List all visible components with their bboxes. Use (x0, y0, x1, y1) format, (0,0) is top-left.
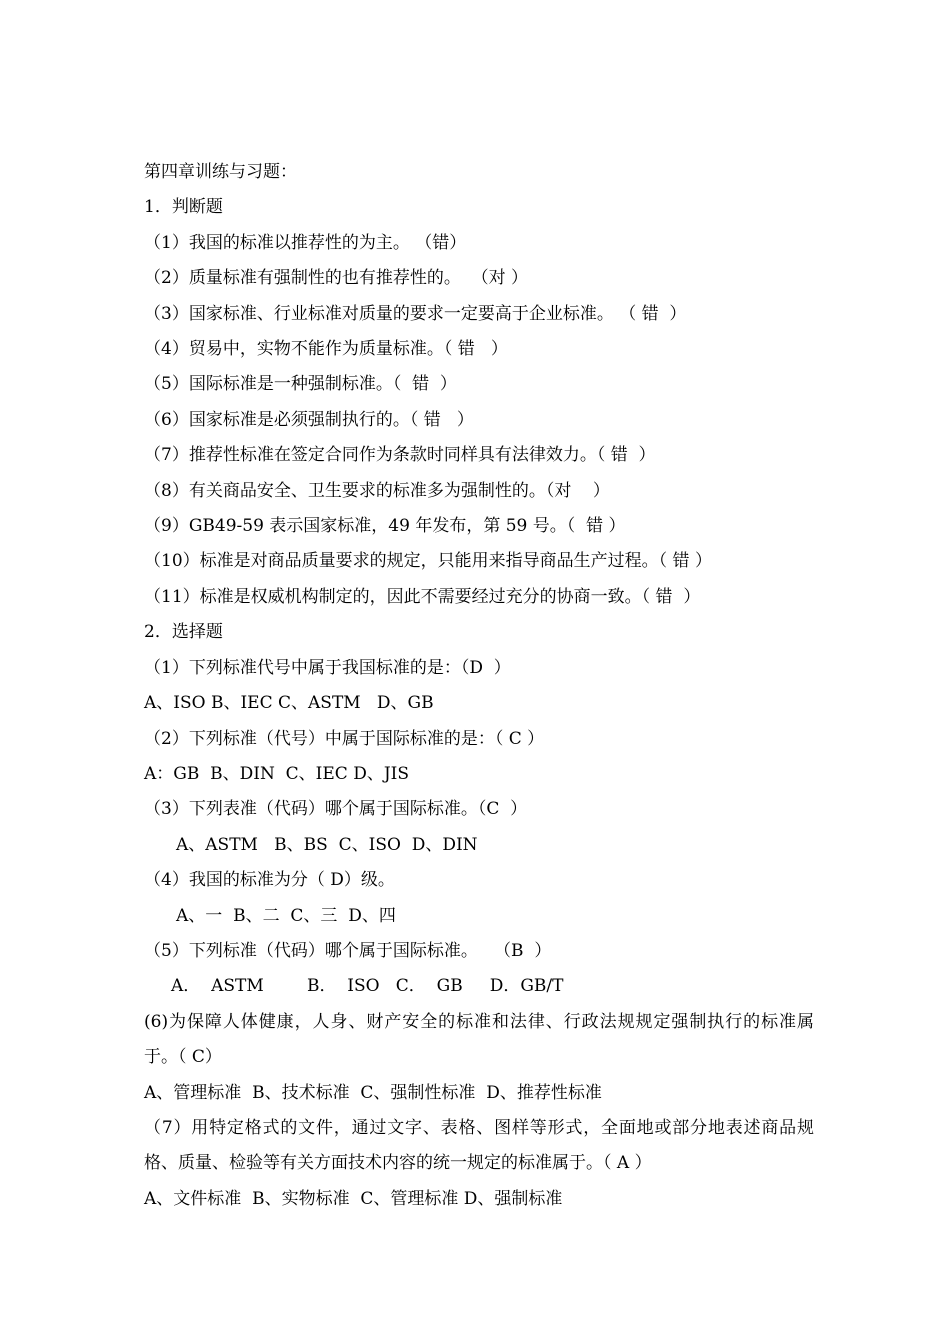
true-false-item: （8）有关商品安全、卫生要求的标准多为强制性的。（对 ） (144, 480, 610, 501)
question-7: （7）用特定格式的文件，通过文字、表格、图样等形式，全面地或部分地表述商品规格、质量、检验等有关方面技术内容的统一规定的标准属于。（ A ） (144, 1117, 814, 1174)
section-heading-true-false: 1．判断题 (144, 197, 223, 218)
question-3-options: A、ASTM B、BS C、ISO D、DIN (176, 834, 478, 855)
question-5: （5）下列标准（代码）哪个属于国际标准。 （B ） (144, 940, 552, 961)
chapter-title: 第四章训练与习题： (144, 162, 297, 182)
question-1: （1）下列标准代号中属于我国标准的是：（D ） (144, 657, 511, 678)
question-2-options: A：GB B、DIN C、IEC D、JIS (144, 763, 410, 784)
true-false-item: （6）国家标准是必须强制执行的。（ 错 ） (144, 409, 474, 430)
question-2: （2）下列标准（代号）中属于国际标准的是：（ C ） (144, 728, 545, 749)
question-3: （3）下列表准（代码）哪个属于国际标准。（C ） (144, 799, 528, 820)
true-false-item: （7）推荐性标准在签定合同作为条款时同样具有法律效力。（ 错 ） (144, 445, 656, 466)
true-false-item: （11）标准是权威机构制定的，因此不需要经过充分的协商一致。（ 错 ） (144, 586, 701, 607)
section-heading-multiple-choice: 2．选择题 (144, 622, 223, 643)
question-6-options: A、管理标准 B、技术标准 C、强制性标准 D、推荐性标准 (144, 1082, 602, 1103)
true-false-item: （3）国家标准、行业标准对质量的要求一定要高于企业标准。 （ 错 ） (144, 303, 687, 324)
true-false-item: （9）GB49-59 表示国家标准，49 年发布，第 59 号。（ 错 ） (144, 516, 626, 537)
true-false-item: （10）标准是对商品质量要求的规定，只能用来指导商品生产过程。（ 错 ） (144, 551, 712, 572)
true-false-item: （1）我国的标准以推荐性的为主。 （错） (144, 232, 467, 253)
document-body (144, 155, 814, 1217)
true-false-item: （5）国际标准是一种强制标准。（ 错 ） (144, 374, 457, 395)
question-4: （4）我国的标准为分（ D）级。 (144, 870, 395, 891)
true-false-item: （4）贸易中，实物不能作为质量标准。（ 错 ） (144, 339, 508, 360)
question-5-options: A． ASTM B． ISO C． GB D．GB/T (171, 976, 564, 997)
question-7-options: A、文件标准 B、实物标准 C、管理标准 D、强制标准 (144, 1188, 563, 1209)
question-4-options: A、一 B、二 C、三 D、四 (176, 905, 396, 926)
question-6: (6)为保障人体健康，人身、财产安全的标准和法律、行政法规规定强制执行的标准属于。（ C） (144, 1011, 814, 1068)
true-false-item: （2）质量标准有强制性的也有推荐性的。 （对 ） (144, 268, 529, 289)
question-1-options: A、ISO B、IEC C、ASTM D、GB (144, 693, 434, 714)
